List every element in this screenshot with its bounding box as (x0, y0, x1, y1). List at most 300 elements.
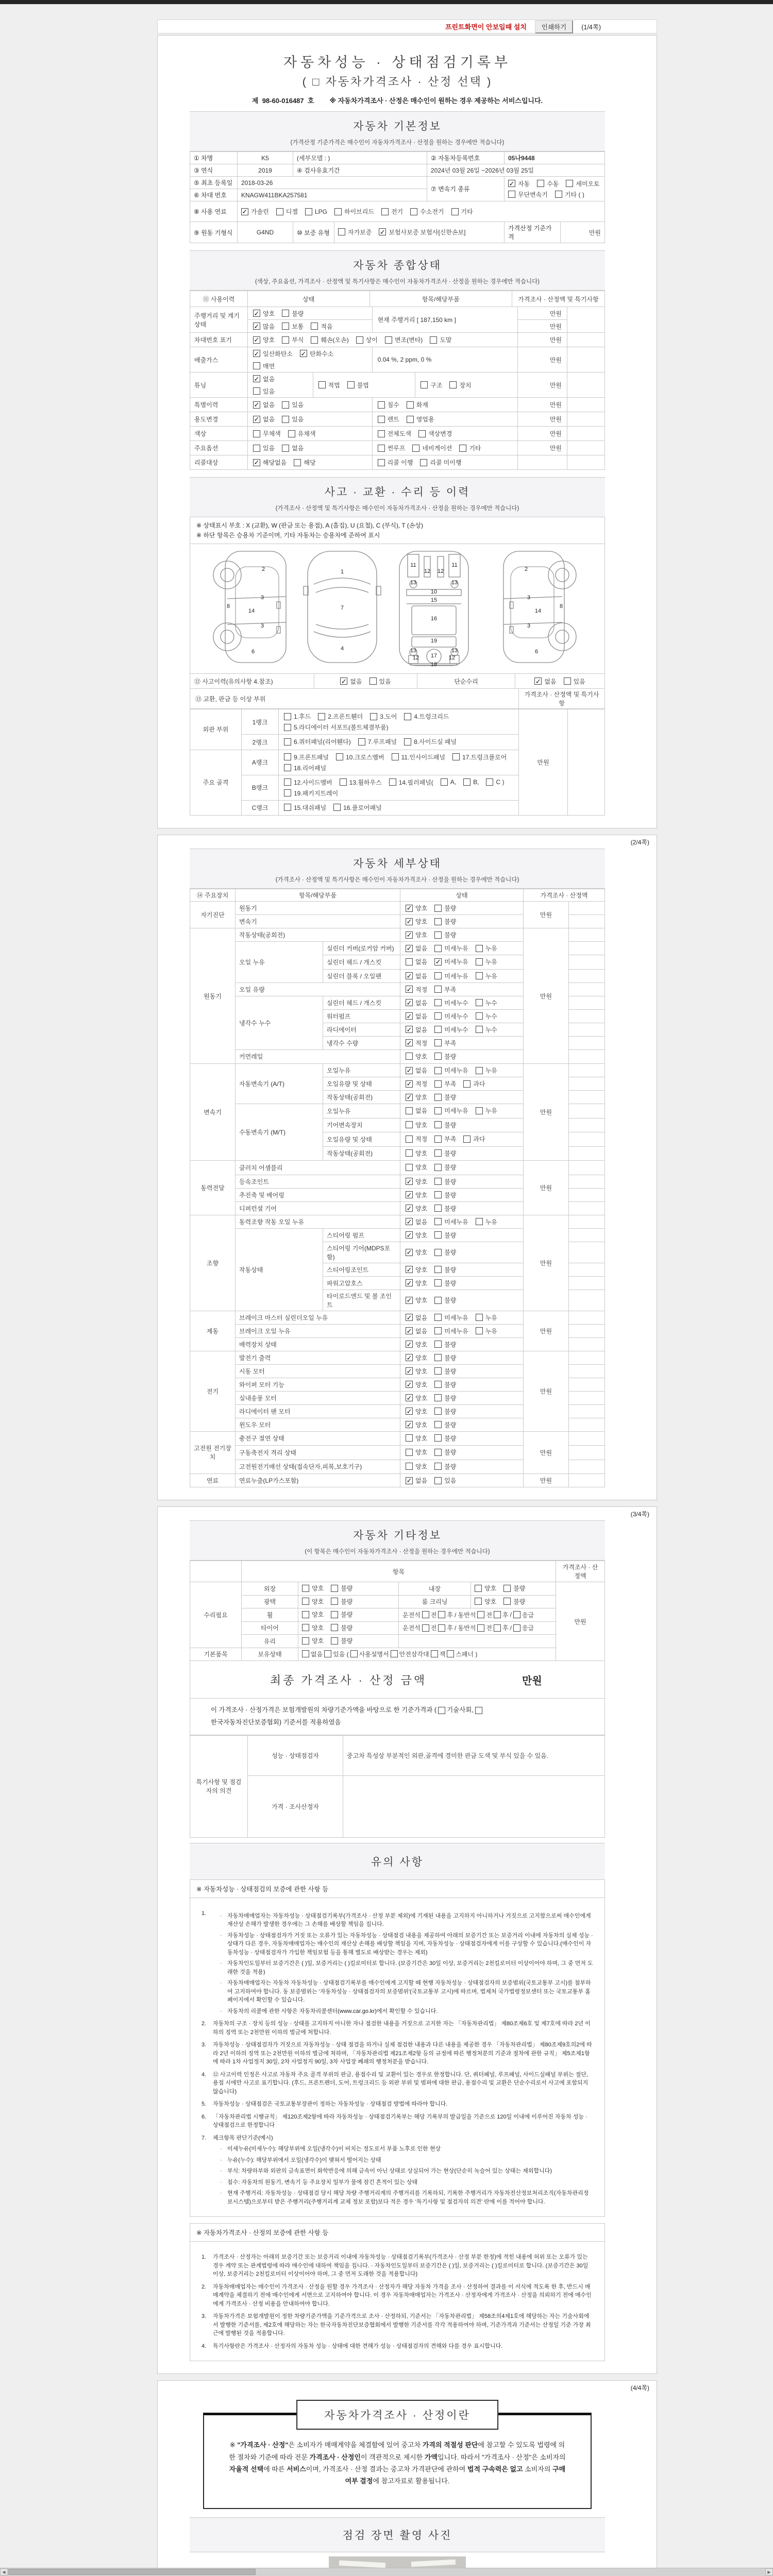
checkbox-option[interactable] (434, 1380, 456, 1389)
checkbox-option[interactable] (331, 1636, 352, 1645)
checkbox-checked[interactable] (406, 1231, 413, 1239)
checkbox-option[interactable] (300, 349, 333, 358)
checkbox-option[interactable] (406, 1248, 427, 1257)
checkbox-option[interactable] (451, 207, 473, 216)
checkbox-unchecked[interactable] (434, 1341, 442, 1348)
checkbox-option[interactable] (253, 458, 287, 467)
checkbox-checked[interactable] (406, 1218, 413, 1225)
checkbox-option[interactable] (406, 1163, 427, 1172)
checkbox-checked[interactable] (406, 1477, 413, 1484)
checkbox-unchecked[interactable] (434, 1266, 442, 1273)
checkbox-option[interactable] (284, 803, 326, 812)
checkbox-unchecked[interactable] (449, 381, 457, 388)
checkbox-option[interactable] (434, 917, 456, 926)
checkbox-option[interactable] (434, 1079, 456, 1088)
checkbox-option[interactable] (331, 1597, 352, 1606)
checkbox-unchecked[interactable] (434, 1191, 442, 1198)
checkbox-unchecked[interactable] (356, 336, 363, 344)
checkbox-option[interactable] (318, 712, 363, 721)
checkbox-option[interactable] (253, 375, 275, 383)
checkbox-option[interactable] (378, 458, 413, 467)
checkbox-unchecked[interactable] (459, 445, 466, 452)
checkbox-option[interactable] (406, 1134, 427, 1143)
checkbox-option[interactable] (434, 1313, 468, 1322)
checkbox-unchecked[interactable] (412, 445, 419, 452)
checkbox-unchecked[interactable] (434, 1026, 442, 1033)
checkbox-option[interactable] (434, 1231, 456, 1240)
checkbox-unchecked[interactable] (513, 1611, 520, 1618)
checkbox-unchecked[interactable] (434, 999, 442, 1006)
checkbox-option[interactable] (282, 335, 304, 344)
checkbox-option[interactable] (378, 400, 399, 409)
checkbox-option[interactable] (434, 944, 468, 953)
checkbox-option[interactable] (406, 985, 427, 994)
checkbox-checked[interactable] (406, 972, 413, 979)
checkbox-unchecked[interactable] (434, 1327, 442, 1334)
checkbox-unchecked[interactable] (463, 1136, 470, 1143)
checkbox-option[interactable] (333, 803, 382, 812)
checkbox-unchecked[interactable] (476, 958, 483, 965)
checkbox-option[interactable] (476, 1313, 497, 1322)
checkbox-unchecked[interactable] (294, 459, 301, 466)
checkbox-option[interactable] (406, 944, 427, 953)
checkbox-checked[interactable] (406, 1012, 413, 1020)
checkbox-option[interactable] (406, 1204, 427, 1213)
checkbox-option[interactable] (434, 1217, 468, 1226)
checkbox-unchecked[interactable] (284, 804, 291, 811)
checkbox-option[interactable] (302, 1584, 324, 1592)
checkbox-unchecked[interactable] (302, 1611, 309, 1618)
checkbox-option[interactable] (284, 723, 389, 732)
checkbox-unchecked[interactable] (284, 713, 291, 720)
checkbox-unchecked[interactable] (434, 1164, 442, 1171)
checkbox-checked[interactable] (534, 677, 542, 685)
checkbox-unchecked[interactable] (441, 778, 448, 786)
checkbox-unchecked[interactable] (431, 1650, 438, 1657)
checkbox-option[interactable] (441, 778, 456, 786)
checkbox-unchecked[interactable] (358, 738, 365, 745)
checkbox-option[interactable] (434, 1093, 456, 1101)
checkbox-option[interactable] (378, 429, 411, 438)
checkbox-option[interactable] (406, 1106, 427, 1115)
checkbox-option[interactable] (406, 1296, 427, 1304)
checkbox-unchecked[interactable] (476, 1067, 483, 1074)
checkbox-unchecked[interactable] (334, 208, 342, 215)
checkbox-option[interactable] (288, 429, 316, 438)
checkbox-option[interactable] (404, 737, 457, 746)
checkbox-unchecked[interactable] (302, 1650, 309, 1657)
checkbox-option[interactable] (434, 1025, 468, 1034)
checkbox-option[interactable] (253, 309, 275, 318)
checkbox-option[interactable] (434, 1052, 456, 1061)
checkbox-unchecked[interactable] (318, 381, 326, 388)
checkbox-unchecked[interactable] (477, 1611, 484, 1618)
checkbox-option[interactable] (434, 985, 456, 994)
checkbox-unchecked[interactable] (434, 931, 442, 939)
checkbox-unchecked[interactable] (340, 778, 347, 786)
checkbox-unchecked[interactable] (447, 1650, 454, 1657)
checkbox-option[interactable] (282, 444, 304, 452)
checkbox-unchecked[interactable] (434, 1354, 442, 1361)
checkbox-checked[interactable] (253, 459, 260, 466)
checkbox-option[interactable] (434, 1448, 456, 1456)
checkbox-option[interactable] (406, 1448, 427, 1456)
checkbox-unchecked[interactable] (566, 180, 573, 187)
checkbox-option[interactable] (434, 957, 468, 966)
checkbox-checked[interactable] (300, 350, 307, 357)
checkbox-checked[interactable] (406, 1039, 413, 1046)
checkbox-option[interactable] (434, 1106, 468, 1115)
checkbox-option[interactable] (434, 1121, 456, 1129)
checkbox-option[interactable] (282, 415, 304, 423)
checkbox-option[interactable] (406, 1079, 427, 1088)
checkbox-unchecked[interactable] (476, 1026, 483, 1033)
checkbox-unchecked[interactable] (378, 401, 385, 409)
checkbox-option[interactable] (305, 208, 327, 215)
checkbox-option[interactable] (434, 1012, 468, 1021)
checkbox-option[interactable] (406, 904, 427, 912)
checkbox-unchecked[interactable] (282, 310, 289, 317)
checkbox-checked[interactable] (406, 918, 413, 925)
checkbox-option[interactable] (340, 778, 382, 787)
checkbox-option[interactable] (434, 1248, 456, 1257)
checkbox-option[interactable] (241, 207, 269, 216)
checkbox-unchecked[interactable] (253, 387, 260, 395)
checkbox-checked[interactable] (406, 1094, 413, 1101)
checkbox-unchecked[interactable] (406, 958, 413, 965)
checkbox-unchecked[interactable] (288, 430, 295, 437)
checkbox-option[interactable] (406, 1039, 427, 1047)
checkbox-option[interactable] (406, 1367, 427, 1376)
checkbox-option[interactable] (253, 429, 281, 438)
checkbox-unchecked[interactable] (404, 738, 411, 745)
checkbox-checked[interactable] (406, 1191, 413, 1198)
checkbox-unchecked[interactable] (434, 1449, 442, 1456)
checkbox-checked[interactable] (253, 401, 260, 409)
checkbox-option[interactable] (406, 1231, 427, 1240)
checkbox-unchecked[interactable] (434, 1279, 442, 1286)
checkbox-unchecked[interactable] (434, 1218, 442, 1225)
checkbox-option[interactable] (476, 957, 497, 966)
checkbox-checked[interactable] (406, 1067, 413, 1074)
checkbox-option[interactable] (294, 458, 315, 467)
checkbox-option[interactable] (253, 335, 275, 344)
checkbox-option[interactable] (284, 737, 351, 746)
checkbox-unchecked[interactable] (282, 401, 289, 409)
checkbox-option[interactable] (434, 1163, 456, 1172)
checkbox-unchecked[interactable] (410, 208, 417, 215)
checkbox-unchecked[interactable] (486, 778, 493, 786)
checkbox-unchecked[interactable] (475, 1585, 482, 1592)
checkbox-checked[interactable] (406, 999, 413, 1006)
checkbox-option[interactable] (338, 228, 372, 236)
checkbox-option[interactable] (370, 712, 397, 721)
checkbox-unchecked[interactable] (434, 1107, 442, 1114)
checkbox-option[interactable] (302, 1610, 324, 1619)
checkbox-option[interactable] (534, 677, 556, 686)
checkbox-unchecked[interactable] (452, 753, 460, 760)
checkbox-option[interactable] (434, 1434, 456, 1443)
checkbox-unchecked[interactable] (282, 445, 289, 452)
checkbox-checked[interactable] (406, 1266, 413, 1273)
checkbox-option[interactable] (463, 1079, 485, 1088)
checkbox-option[interactable] (406, 1327, 427, 1335)
checkbox-option[interactable] (378, 444, 406, 452)
checkbox-option[interactable] (434, 930, 456, 939)
checkbox-option[interactable] (434, 1204, 456, 1213)
checkbox-option[interactable] (406, 1177, 427, 1186)
checkbox-option[interactable] (434, 1265, 456, 1274)
checkbox-unchecked[interactable] (434, 905, 442, 912)
checkbox-option[interactable] (282, 322, 304, 331)
checkbox-unchecked[interactable] (378, 445, 385, 452)
checkbox-option[interactable] (406, 1462, 427, 1471)
checkbox-unchecked[interactable] (331, 1624, 338, 1631)
checkbox-unchecked[interactable] (434, 945, 442, 952)
checkbox-unchecked[interactable] (434, 1463, 442, 1470)
checkbox-unchecked[interactable] (370, 713, 377, 720)
checkbox-unchecked[interactable] (331, 1585, 338, 1592)
checkbox-unchecked[interactable] (253, 362, 260, 369)
checkbox-option[interactable] (537, 179, 559, 188)
checkbox-unchecked[interactable] (438, 1707, 445, 1714)
checkbox-option[interactable] (434, 1462, 456, 1471)
checkbox-option[interactable] (434, 1367, 456, 1376)
checkbox-checked[interactable] (406, 1394, 413, 1401)
checkbox-option[interactable] (463, 778, 479, 786)
checkbox-option[interactable] (406, 1052, 427, 1061)
checkbox-unchecked[interactable] (324, 1650, 331, 1657)
checkbox-unchecked[interactable] (434, 1297, 442, 1304)
checkbox-option[interactable] (406, 1434, 427, 1443)
checkbox-option[interactable] (476, 1327, 497, 1335)
checkbox-unchecked[interactable] (494, 1611, 501, 1618)
checkbox-unchecked[interactable] (494, 1624, 501, 1632)
checkbox-checked[interactable] (406, 945, 413, 952)
checkbox-unchecked[interactable] (284, 753, 291, 760)
checkbox-option[interactable] (406, 1313, 427, 1322)
checkbox-option[interactable] (284, 712, 311, 721)
checkbox-unchecked[interactable] (564, 677, 571, 685)
checkbox-unchecked[interactable] (463, 1080, 470, 1088)
checkbox-unchecked[interactable] (434, 1314, 442, 1321)
checkbox-unchecked[interactable] (434, 1067, 442, 1074)
checkbox-option[interactable] (253, 400, 275, 409)
checkbox-option[interactable] (476, 1066, 497, 1075)
checkbox-unchecked[interactable] (430, 336, 437, 344)
checkbox-unchecked[interactable] (389, 778, 396, 786)
checkbox-unchecked[interactable] (385, 336, 392, 344)
checkbox-unchecked[interactable] (406, 1149, 413, 1157)
checkbox-option[interactable] (302, 1623, 324, 1632)
checkbox-unchecked[interactable] (282, 416, 289, 423)
checkbox-unchecked[interactable] (434, 1477, 442, 1484)
checkbox-option[interactable] (475, 1597, 496, 1606)
checkbox-option[interactable] (406, 1191, 427, 1199)
checkbox-option[interactable] (284, 778, 332, 787)
checkbox-checked[interactable] (406, 1327, 413, 1334)
checkbox-option[interactable] (566, 179, 599, 188)
checkbox-unchecked[interactable] (463, 778, 470, 786)
checkbox-unchecked[interactable] (421, 381, 428, 388)
checkbox-unchecked[interactable] (477, 1624, 484, 1632)
checkbox-checked[interactable] (406, 1354, 413, 1361)
checkbox-option[interactable] (476, 998, 497, 1007)
checkbox-option[interactable] (434, 1353, 456, 1362)
checkbox-unchecked[interactable] (513, 1624, 520, 1632)
checkbox-unchecked[interactable] (391, 1650, 398, 1657)
checkbox-option[interactable] (302, 1636, 324, 1645)
checkbox-option[interactable] (434, 1039, 456, 1047)
checkbox-checked[interactable] (253, 336, 260, 344)
checkbox-option[interactable] (406, 1025, 427, 1034)
checkbox-option[interactable] (463, 1134, 485, 1143)
checkbox-option[interactable] (459, 444, 481, 452)
checkbox-option[interactable] (406, 1265, 427, 1274)
checkbox-unchecked[interactable] (284, 789, 291, 796)
checkbox-option[interactable] (334, 207, 374, 216)
horizontal-scrollbar[interactable] (0, 2568, 773, 2576)
checkbox-option[interactable] (358, 737, 397, 746)
checkbox-option[interactable] (406, 1121, 427, 1129)
checkbox-option[interactable] (311, 322, 332, 331)
checkbox-unchecked[interactable] (434, 1094, 442, 1101)
checkbox-option[interactable] (434, 1420, 456, 1429)
checkbox-unchecked[interactable] (311, 336, 318, 344)
checkbox-unchecked[interactable] (434, 1434, 442, 1442)
checkbox-unchecked[interactable] (378, 459, 385, 466)
checkbox-checked[interactable] (406, 1381, 413, 1388)
checkbox-unchecked[interactable] (392, 753, 399, 760)
checkbox-option[interactable] (476, 944, 497, 953)
checkbox-option[interactable] (284, 764, 326, 772)
checkbox-option[interactable] (253, 349, 293, 358)
checkbox-unchecked[interactable] (420, 459, 427, 466)
checkbox-unchecked[interactable] (338, 228, 345, 235)
checkbox-option[interactable] (434, 1296, 456, 1304)
checkbox-checked[interactable] (406, 1408, 413, 1415)
checkbox-option[interactable] (434, 972, 468, 980)
checkbox-unchecked[interactable] (253, 445, 260, 452)
checkbox-checked[interactable] (241, 208, 248, 215)
checkbox-unchecked[interactable] (331, 1611, 338, 1618)
checkbox-option[interactable] (331, 1610, 352, 1619)
checkbox-unchecked[interactable] (336, 753, 343, 760)
checkbox-option[interactable] (406, 1012, 427, 1021)
checkbox-option[interactable] (284, 789, 338, 798)
checkbox-option[interactable] (434, 1340, 456, 1349)
checkbox-unchecked[interactable] (311, 323, 318, 330)
checkbox-option[interactable] (508, 190, 548, 199)
checkbox-unchecked[interactable] (434, 1149, 442, 1157)
checkbox-option[interactable] (276, 207, 298, 216)
checkbox-unchecked[interactable] (406, 1449, 413, 1456)
checkbox-option[interactable] (406, 1407, 427, 1416)
checkbox-option[interactable] (406, 972, 427, 980)
checkbox-option[interactable] (356, 335, 378, 344)
checkbox-option[interactable] (434, 1279, 456, 1287)
checkbox-checked[interactable] (406, 1026, 413, 1033)
checkbox-option[interactable] (564, 677, 585, 686)
checkbox-option[interactable] (418, 429, 452, 438)
checkbox-unchecked[interactable] (284, 724, 291, 731)
checkbox-option[interactable] (406, 1217, 427, 1226)
checkbox-unchecked[interactable] (302, 1637, 309, 1645)
checkbox-unchecked[interactable] (434, 1012, 442, 1020)
checkbox-unchecked[interactable] (434, 1381, 442, 1388)
checkbox-checked[interactable] (434, 958, 442, 965)
checkbox-option[interactable] (434, 1191, 456, 1199)
checkbox-unchecked[interactable] (434, 1367, 442, 1375)
checkbox-option[interactable] (476, 1025, 497, 1034)
checkbox-option[interactable] (331, 1584, 352, 1592)
checkbox-checked[interactable] (406, 905, 413, 912)
checkbox-option[interactable] (407, 415, 434, 423)
checkbox-unchecked[interactable] (508, 191, 515, 198)
checkbox-checked[interactable] (253, 375, 260, 382)
checkbox-unchecked[interactable] (434, 1121, 442, 1128)
checkbox-option[interactable] (379, 228, 465, 236)
checkbox-unchecked[interactable] (378, 430, 385, 437)
checkbox-unchecked[interactable] (434, 1136, 442, 1143)
checkbox-unchecked[interactable] (434, 1249, 442, 1256)
checkbox-unchecked[interactable] (282, 323, 289, 330)
checkbox-unchecked[interactable] (333, 804, 341, 811)
checkbox-option[interactable] (253, 415, 275, 423)
checkbox-option[interactable] (452, 753, 507, 761)
checkbox-option[interactable] (406, 998, 427, 1007)
checkbox-option[interactable] (406, 1066, 427, 1075)
checkbox-unchecked[interactable] (302, 1598, 309, 1605)
checkbox-option[interactable] (406, 1149, 427, 1158)
checkbox-option[interactable] (434, 1149, 456, 1158)
checkbox-checked[interactable] (379, 228, 386, 235)
checkbox-unchecked[interactable] (438, 1624, 445, 1632)
checkbox-option[interactable] (434, 1476, 456, 1485)
checkbox-option[interactable] (253, 444, 275, 452)
checkbox-checked[interactable] (406, 1297, 413, 1304)
checkbox-option[interactable] (434, 998, 468, 1007)
checkbox-option[interactable] (449, 381, 471, 389)
checkbox-option[interactable] (430, 335, 451, 344)
checkbox-option[interactable] (476, 1106, 497, 1115)
checkbox-checked[interactable] (406, 1314, 413, 1321)
checkbox-checked[interactable] (406, 986, 413, 993)
checkbox-option[interactable] (476, 1012, 497, 1021)
checkbox-option[interactable] (503, 1584, 525, 1592)
checkbox-unchecked[interactable] (406, 1107, 413, 1114)
checkbox-checked[interactable] (406, 931, 413, 939)
checkbox-checked[interactable] (253, 416, 260, 423)
checkbox-unchecked[interactable] (503, 1598, 511, 1605)
checkbox-option[interactable] (420, 458, 461, 467)
checkbox-unchecked[interactable] (407, 416, 414, 423)
checkbox-option[interactable] (503, 1597, 525, 1606)
checkbox-option[interactable] (347, 381, 369, 389)
checkbox-unchecked[interactable] (475, 1707, 482, 1714)
checkbox-unchecked[interactable] (434, 1231, 442, 1239)
print-button[interactable]: 인쇄하기 (535, 20, 573, 33)
checkbox-checked[interactable] (406, 1178, 413, 1185)
checkbox-option[interactable] (412, 444, 452, 452)
checkbox-unchecked[interactable] (476, 1107, 483, 1114)
checkbox-unchecked[interactable] (406, 1136, 413, 1143)
checkbox-checked[interactable] (406, 1249, 413, 1256)
checkbox-option[interactable] (434, 1177, 456, 1186)
checkbox-unchecked[interactable] (369, 677, 377, 685)
checkbox-option[interactable] (369, 677, 391, 686)
checkbox-unchecked[interactable] (537, 180, 544, 187)
